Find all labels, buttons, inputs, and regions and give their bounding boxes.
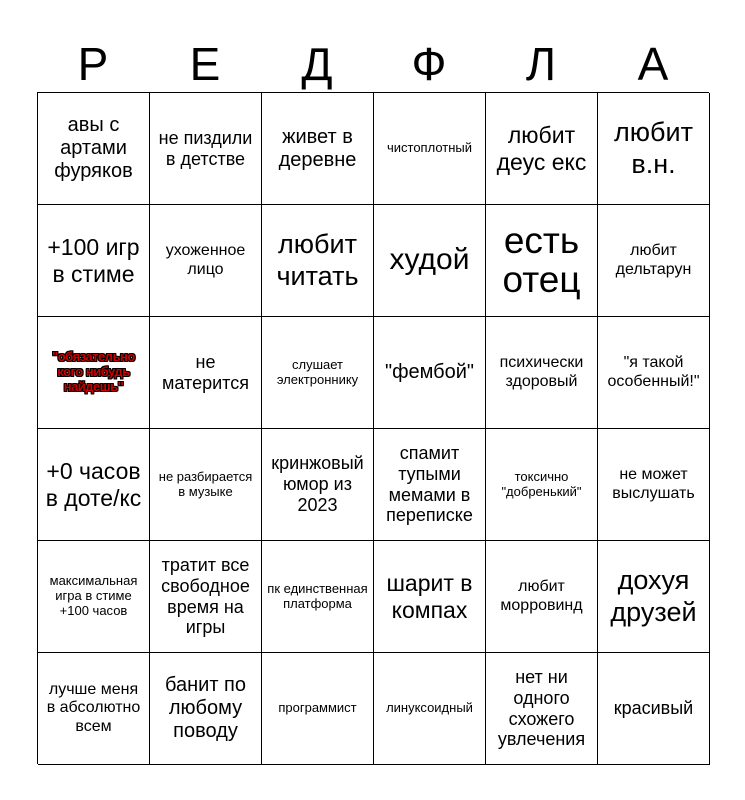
header-letter-5: Л: [525, 38, 557, 90]
header-letter-4: Ф: [411, 38, 447, 90]
bingo-header: [37, 36, 709, 92]
bingo-cell[interactable]: не может выслушать: [598, 429, 710, 541]
bingo-cell[interactable]: +0 часов в доте/кс: [38, 429, 150, 541]
bingo-cell[interactable]: максимальная игра в стиме +100 часов: [38, 541, 150, 653]
bingo-cell[interactable]: ухоженное лицо: [150, 205, 262, 317]
bingo-cell[interactable]: слушает электроннику: [262, 317, 374, 429]
bingo-cell[interactable]: любит в.н.: [598, 93, 710, 205]
bingo-cell[interactable]: банит по любому поводу: [150, 653, 262, 765]
bingo-cell[interactable]: есть отец: [486, 205, 598, 317]
bingo-cell[interactable]: не разбирается в музыке: [150, 429, 262, 541]
bingo-cell[interactable]: чистоплотный: [374, 93, 486, 205]
bingo-cell[interactable]: нет ни одного схожего увлечения: [486, 653, 598, 765]
bingo-cell[interactable]: "я такой особенный!": [598, 317, 710, 429]
bingo-cell[interactable]: живет в деревне: [262, 93, 374, 205]
bingo-cell[interactable]: любит читать: [262, 205, 374, 317]
bingo-cell[interactable]: дохуя друзей: [598, 541, 710, 653]
bingo-cell[interactable]: "обязательно кого нибудь найдешь": [38, 317, 150, 429]
bingo-cell[interactable]: токсично "добренький": [486, 429, 598, 541]
bingo-cell[interactable]: лучше меня в абсолютно всем: [38, 653, 150, 765]
bingo-cell[interactable]: худой: [374, 205, 486, 317]
bingo-cell[interactable]: +100 игр в стиме: [38, 205, 150, 317]
bingo-cell[interactable]: любит дельтарун: [598, 205, 710, 317]
bingo-cell[interactable]: красивый: [598, 653, 710, 765]
bingo-cell[interactable]: кринжовый юмор из 2023: [262, 429, 374, 541]
header-letter-1: Р: [77, 38, 109, 90]
bingo-cell[interactable]: линуксоидный: [374, 653, 486, 765]
bingo-cell[interactable]: программист: [262, 653, 374, 765]
bingo-cell[interactable]: не матерится: [150, 317, 262, 429]
bingo-cell[interactable]: "фембой": [374, 317, 486, 429]
bingo-cell[interactable]: спамит тупыми мемами в переписке: [374, 429, 486, 541]
bingo-cell[interactable]: не пиздили в детстве: [150, 93, 262, 205]
bingo-cell[interactable]: любит морровинд: [486, 541, 598, 653]
bingo-cell[interactable]: психически здоровый: [486, 317, 598, 429]
bingo-cell[interactable]: тратит все свободное время на игры: [150, 541, 262, 653]
bingo-cell[interactable]: авы с артами фуряков: [38, 93, 150, 205]
bingo-cell[interactable]: любит деус екс: [486, 93, 598, 205]
header-letter-2: Е: [189, 38, 221, 90]
bingo-grid: [37, 92, 709, 764]
header-letter-3: Д: [301, 38, 333, 90]
bingo-cell[interactable]: пк единственная платформа: [262, 541, 374, 653]
bingo-cell[interactable]: шарит в компах: [374, 541, 486, 653]
header-letter-6: А: [637, 38, 669, 90]
